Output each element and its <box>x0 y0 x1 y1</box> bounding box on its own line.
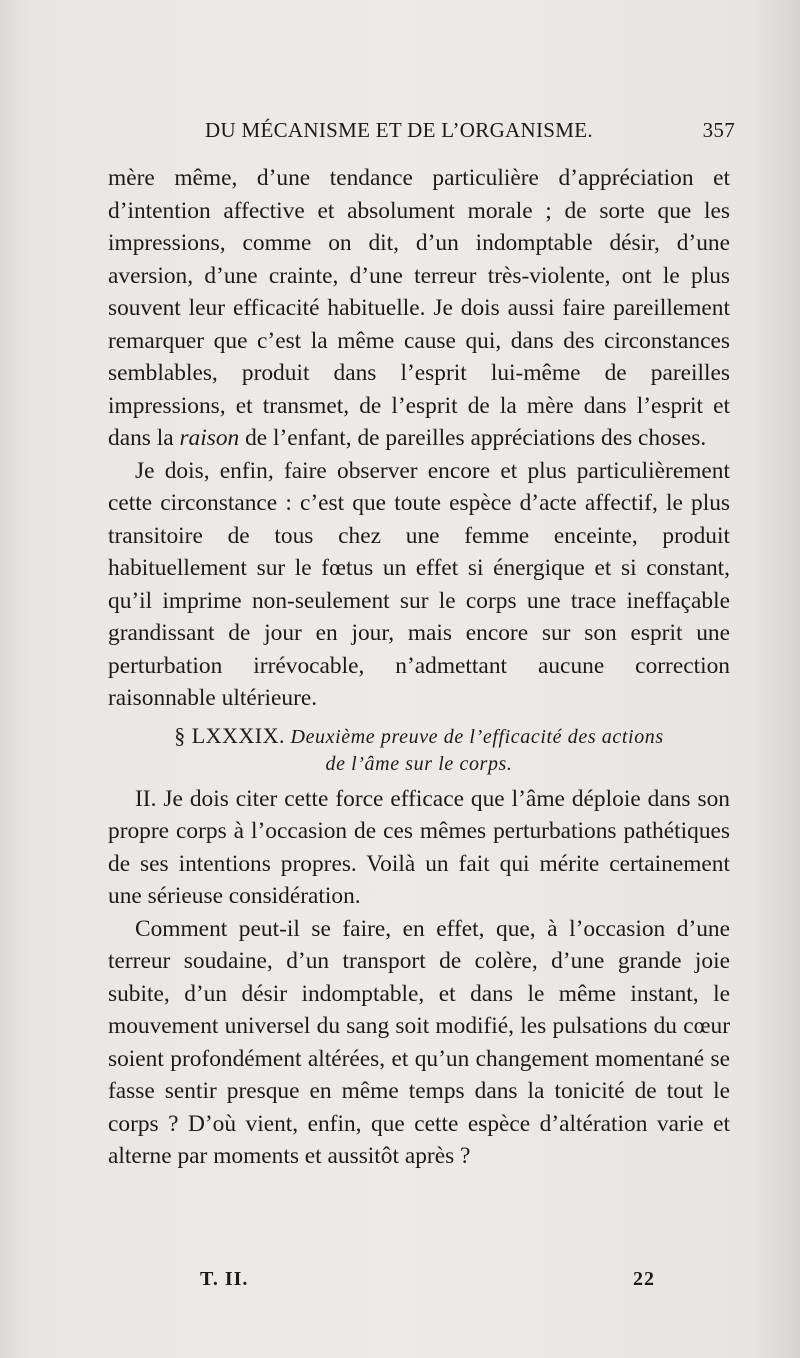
sheet-number: 22 <box>633 1268 655 1290</box>
paragraph-1-emphasis: raison <box>179 425 240 451</box>
running-title: DU MÉCANISME ET DE L’ORGANISME. <box>205 118 593 142</box>
page-footer <box>200 1268 655 1298</box>
paragraph-3: II. Je dois citer cette force efficace que l’âme déploie dans son propre corps à l’occasion de ces mêmes perturbations pathétiques de ses intentions propres. Voilà un fait qui mérite certainement une sérieuse considération. <box>108 785 730 909</box>
page-number: 357 <box>702 118 735 142</box>
section-heading <box>108 723 730 777</box>
paragraph-1-part-b: de l’enfant, de pareilles appréciations des choses. <box>239 425 707 451</box>
section-title-line-1: Deuxième preuve de l’efficacité des actions <box>290 725 664 748</box>
section-number: § LXXXIX. <box>174 722 286 748</box>
section-title-line-2: de l’âme sur le corps. <box>325 752 513 775</box>
paragraph-2: Je dois, enfin, faire observer encore et plus particulièrement cette circonstance : c’est que toute espèce d’acte affectif, le plus transitoire de tous chez une femme enceinte, produit habituellement sur le fœtus un effet si énergique et si constant, qu’il imprime non-seulement sur le corps une trace ineffaçable grandissant de jour en jour, mais encore sur son esprit une perturbation irrévocable, n’admettant aucune correction raisonnable ultérieure. <box>108 457 730 711</box>
paragraph-1-part-a: mère même, d’une tendance particulière d’appréciation et d’intention affective et absolument morale ; de sorte que les impressions, comme on dit, d’un indomptable désir, d’une aversion, d’une crainte, d’une terreur très-violente, ont le plus souvent leur efficacité habituelle. Je dois aussi faire pareillement remarquer que c’est la même cause qui, dans des circonstances semblables, produit dans l’esprit lui-même de pareilles impressions, et transmet, de l’esprit de la mère dans l’esprit et dans la <box>108 165 730 451</box>
running-head <box>205 118 735 152</box>
paragraph-4: Comment peut-il se faire, en effet, que, à l’occasion d’une terreur soudaine, d’un transport de colère, d’une grande joie subite, d’un désir indomptable, et dans le même instant, le mouvement universel du sang soit modifié, les pulsations du cœur soient profondément altérées, et qu’un changement momentané se fasse sentir presque en même temps dans la tonicité de tout le corps ? D’où vient, enfin, que cette espèce d’altération varie et alterne par moments et aussitôt après ? <box>108 915 730 1169</box>
volume-signature: T. II. <box>200 1268 249 1290</box>
body-text <box>108 162 730 1173</box>
paragraph-1 <box>108 162 730 455</box>
